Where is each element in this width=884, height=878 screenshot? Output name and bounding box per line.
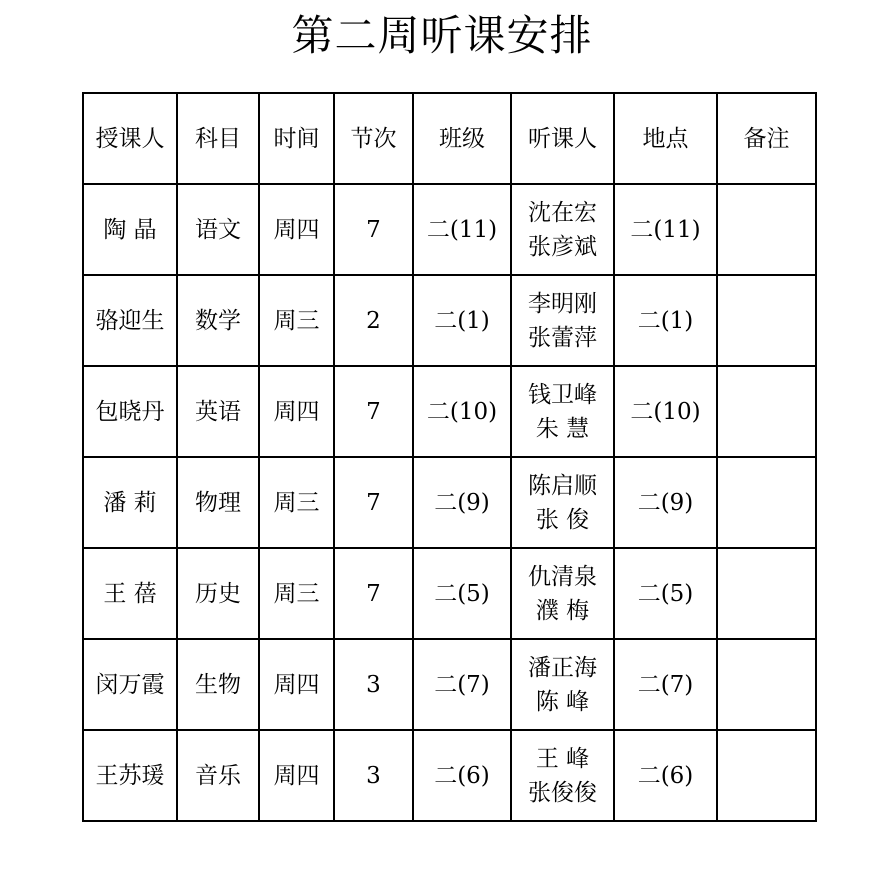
cell-class: 二(11) bbox=[413, 184, 511, 275]
header-day: 时间 bbox=[259, 93, 334, 184]
schedule-table bbox=[82, 92, 817, 822]
cell-class: 二(9) bbox=[413, 457, 511, 548]
observer-name: 李明刚 bbox=[528, 290, 597, 317]
cell-subject: 生物 bbox=[177, 639, 259, 730]
cell-period: 7 bbox=[334, 184, 413, 275]
cell-teacher: 潘 莉 bbox=[83, 457, 177, 548]
cell-location: 二(6) bbox=[614, 730, 717, 821]
cell-teacher: 王苏瑗 bbox=[83, 730, 177, 821]
cell-period: 7 bbox=[334, 366, 413, 457]
cell-period: 3 bbox=[334, 639, 413, 730]
observer-name: 张蕾萍 bbox=[528, 324, 597, 351]
header-teacher: 授课人 bbox=[83, 93, 177, 184]
cell-class: 二(5) bbox=[413, 548, 511, 639]
cell-subject: 历史 bbox=[177, 548, 259, 639]
cell-day: 周三 bbox=[259, 548, 334, 639]
cell-observers bbox=[511, 548, 614, 639]
cell-location: 二(5) bbox=[614, 548, 717, 639]
cell-subject: 物理 bbox=[177, 457, 259, 548]
cell-day: 周三 bbox=[259, 275, 334, 366]
observer-name: 潘正海 bbox=[528, 654, 597, 681]
observer-name: 张俊俊 bbox=[528, 779, 597, 806]
observer-name: 王 峰 bbox=[535, 745, 590, 772]
table-row bbox=[83, 366, 816, 457]
cell-class: 二(10) bbox=[413, 366, 511, 457]
cell-location: 二(11) bbox=[614, 184, 717, 275]
cell-teacher: 王 蓓 bbox=[83, 548, 177, 639]
cell-observers bbox=[511, 366, 614, 457]
cell-teacher: 闵万霞 bbox=[83, 639, 177, 730]
cell-period: 7 bbox=[334, 457, 413, 548]
table-row bbox=[83, 275, 816, 366]
cell-remark bbox=[717, 548, 816, 639]
cell-observers bbox=[511, 730, 614, 821]
cell-day: 周四 bbox=[259, 639, 334, 730]
cell-remark bbox=[717, 730, 816, 821]
table-row bbox=[83, 639, 816, 730]
table-row bbox=[83, 184, 816, 275]
cell-subject: 数学 bbox=[177, 275, 259, 366]
observer-name: 陈启顺 bbox=[528, 472, 597, 499]
cell-day: 周四 bbox=[259, 184, 334, 275]
header-period: 节次 bbox=[334, 93, 413, 184]
page-title: 第二周听课安排 bbox=[291, 11, 593, 60]
header-location: 地点 bbox=[614, 93, 717, 184]
cell-location: 二(9) bbox=[614, 457, 717, 548]
header-class: 班级 bbox=[413, 93, 511, 184]
cell-subject: 音乐 bbox=[177, 730, 259, 821]
cell-period: 7 bbox=[334, 548, 413, 639]
cell-teacher: 包晓丹 bbox=[83, 366, 177, 457]
cell-observers bbox=[511, 275, 614, 366]
cell-observers bbox=[511, 639, 614, 730]
observer-name: 张 俊 bbox=[535, 506, 590, 533]
cell-class: 二(7) bbox=[413, 639, 511, 730]
cell-remark bbox=[717, 275, 816, 366]
cell-location: 二(1) bbox=[614, 275, 717, 366]
cell-day: 周四 bbox=[259, 730, 334, 821]
cell-remark bbox=[717, 457, 816, 548]
header-remark: 备注 bbox=[717, 93, 816, 184]
header-subject: 科目 bbox=[177, 93, 259, 184]
cell-period: 2 bbox=[334, 275, 413, 366]
cell-observers bbox=[511, 457, 614, 548]
cell-remark bbox=[717, 639, 816, 730]
cell-location: 二(7) bbox=[614, 639, 717, 730]
observer-name: 仇清泉 bbox=[528, 563, 597, 590]
cell-subject: 语文 bbox=[177, 184, 259, 275]
cell-subject: 英语 bbox=[177, 366, 259, 457]
table-row bbox=[83, 548, 816, 639]
observer-name: 沈在宏 bbox=[528, 199, 597, 226]
cell-teacher: 骆迎生 bbox=[83, 275, 177, 366]
observer-name: 朱 慧 bbox=[535, 415, 590, 442]
cell-class: 二(6) bbox=[413, 730, 511, 821]
cell-day: 周三 bbox=[259, 457, 334, 548]
cell-remark bbox=[717, 366, 816, 457]
table-row bbox=[83, 730, 816, 821]
observer-name: 陈 峰 bbox=[535, 688, 590, 715]
cell-location: 二(10) bbox=[614, 366, 717, 457]
cell-teacher: 陶 晶 bbox=[83, 184, 177, 275]
table-row bbox=[83, 457, 816, 548]
cell-day: 周四 bbox=[259, 366, 334, 457]
observer-name: 濮 梅 bbox=[535, 597, 590, 624]
cell-observers bbox=[511, 184, 614, 275]
cell-class: 二(1) bbox=[413, 275, 511, 366]
table-header-row bbox=[83, 93, 816, 184]
header-observers: 听课人 bbox=[511, 93, 614, 184]
cell-period: 3 bbox=[334, 730, 413, 821]
observer-name: 张彦斌 bbox=[528, 233, 597, 260]
cell-remark bbox=[717, 184, 816, 275]
observer-name: 钱卫峰 bbox=[528, 381, 597, 408]
